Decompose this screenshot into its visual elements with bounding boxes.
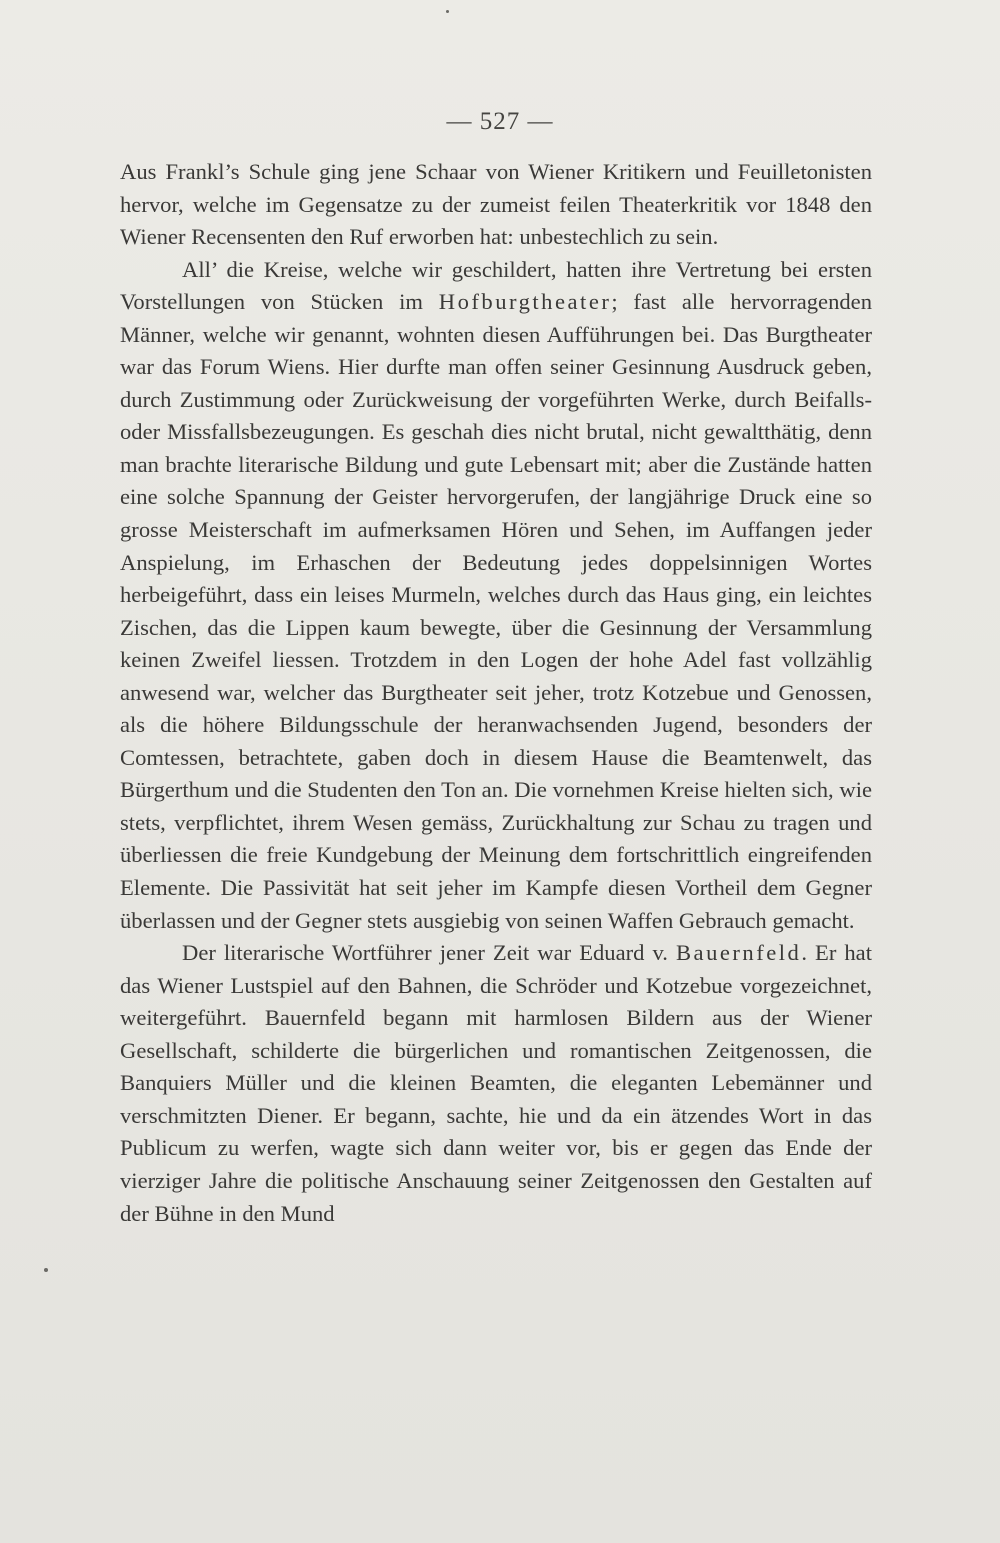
body-text [120, 156, 872, 1230]
page-number: — 527 — [446, 108, 554, 135]
paragraph-text: . Er hat das Wiener Lustspiel auf den Bahnen, die Schröder und Kotzebue vorgezeichnet, weitergeführt. Bauernfeld begann mit harmlosen Bildern aus der Wiener Gesellschaft, schilderte die bürgerlichen und romantischen Zeitgenossen, die Banquiers Müller und die kleinen Beamten, die eleganten Lebemänner und verschmitzten Diener. Er begann, sachte, hie und da ein ätzendes Wort in das Publicum zu werfen, wagte sich dann weiter vor, bis er gegen das Ende der vierziger Jahre die politische Anschauung seiner Zeitgenossen den Gestalten auf der Bühne in den Mund [120, 940, 872, 1226]
paragraph-text: ; fast alle hervorragenden Männer, welche wir genannt, wohnten diesen Aufführungen bei. Das Burgtheater war das Forum Wiens. Hier durfte man offen seiner Gesinnung Ausdruck geben, durch Zustimmung oder Zurückweisung der vorgeführten Werke, durch Beifalls- oder Missfallsbezeugungen. Es geschah dies nicht brutal, nicht gewaltthätig, denn man brachte literarische Bildung und gute Lebensart mit; aber die Zustände hatten eine solche Spannung der Geister hervorgerufen, der langjährige Druck eine so grosse Meisterschaft im aufmerksamen Hören und Sehen, im Auffangen jeder Anspielung, im Erhaschen der Bedeutung jedes doppelsinnigen Wortes herbeigeführt, dass ein leises Murmeln, welches durch das Haus ging, ein leichtes Zischen, das die Lippen kaum bewegte, über die Gesinnung der Versammlung keinen Zweifel liessen. Trotzdem in den Logen der hohe Adel fast vollzählig anwesend war, welcher das Burgtheater seit jeher, trotz Kotzebue und Genossen, als die höhere Bildungsschule der heranwachsenden Jugend, besonders der Comtessen, betrachtete, gaben doch in diesem Hause die Beamtenwelt, das Bürgerthum und die Studenten den Ton an. Die vornehmen Kreise hielten sich, wie stets, verpflichtet, ihrem Wesen gemäss, Zurückhaltung zur Schau zu tragen und überliessen die freie Kundgebung der Meinung dem fortschrittlich eingreifenden Elemente. Die Passivität hat seit jeher im Kampfe diesen Vortheil dem Gegner überlassen und der Gegner stets ausgiebig von seinen Waffen Gebrauch gemacht. [120, 289, 873, 933]
emphasized-name: Bauernfeld [675, 940, 802, 966]
paragraph-text: Der literarische Wortführer jener Zeit war Eduard v. [182, 940, 676, 966]
paragraph-text: All’ die Kreise, welche wir geschildert, hatten ihre Vertretung bei ersten Vorstellungen von Stücken im [120, 256, 872, 315]
paragraph [120, 156, 872, 254]
paragraph [120, 937, 872, 1230]
paragraph-text: Aus Frankl’s Schule ging jene Schaar von Wiener Kritikern und Feuilletonisten hervor, welche im Gegensatze zu der zumeist feilen Theaterkritik vor 1848 den Wiener Recensenten den Ruf erworben hat: unbestechlich zu sein. [120, 159, 872, 250]
paragraph [120, 254, 872, 937]
print-speck [44, 1268, 48, 1272]
emphasized-name: Hofburgtheater [438, 289, 612, 315]
print-speck [446, 10, 449, 13]
